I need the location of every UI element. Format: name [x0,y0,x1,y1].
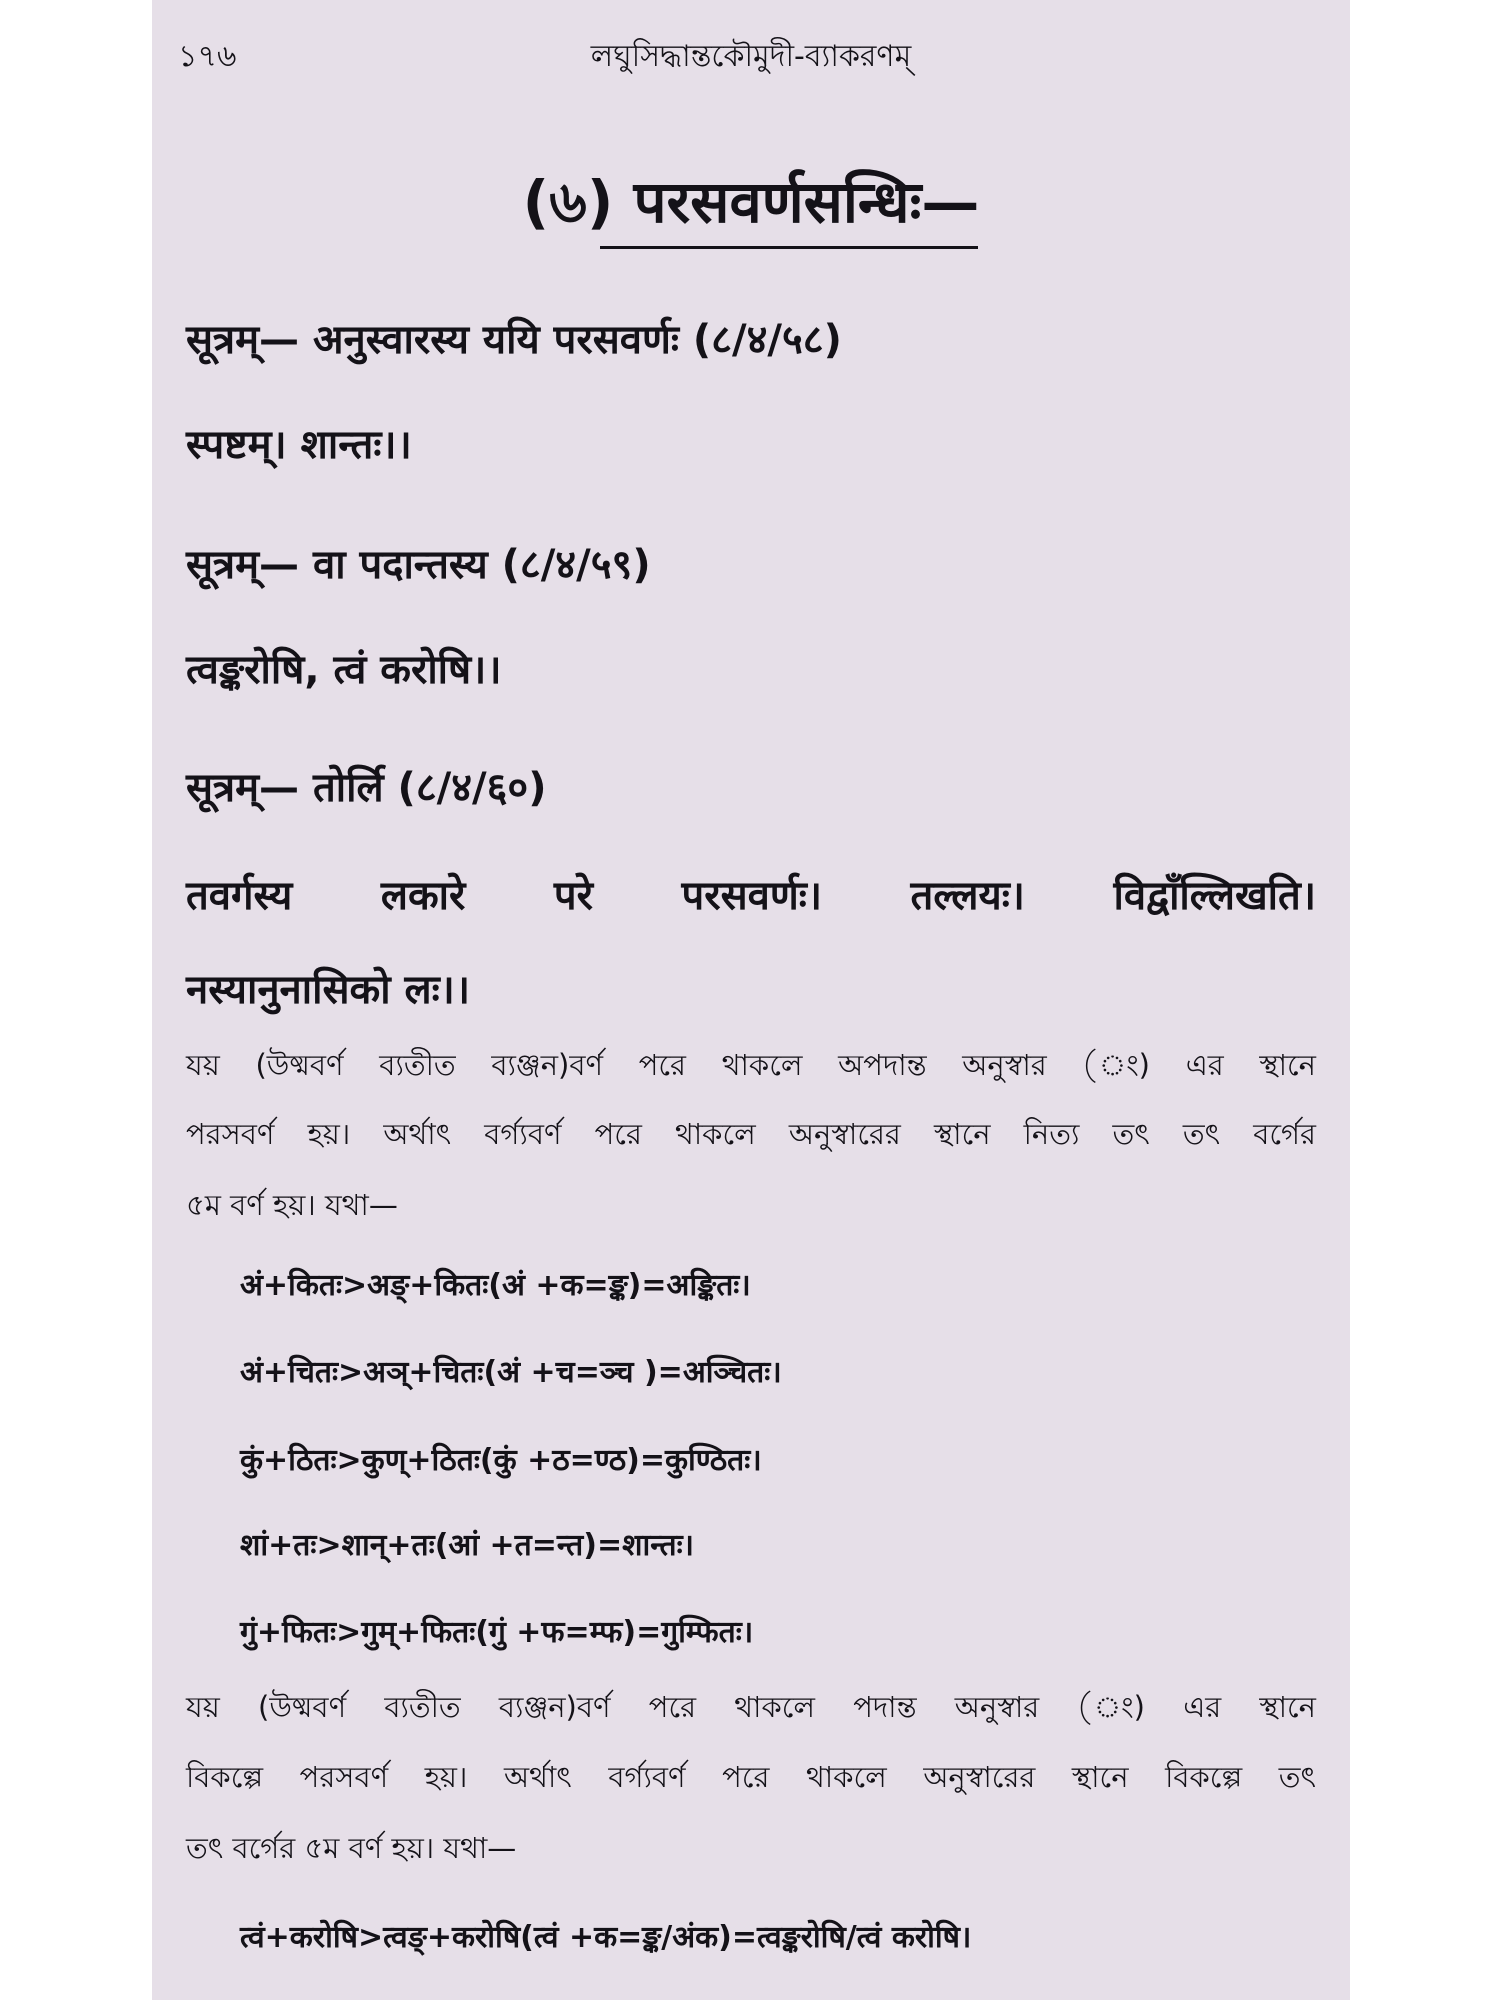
example-1: अं+कितः>अङ्+कितः(अं +क=ङ्क)=अङ्कितः। [240,1268,751,1303]
sutra-1-vritti: स्पष्टम्। शान्तः।। [186,422,412,468]
explanation-1-line-1: যয় (উষ্মবর্ণ ব্যতীত ব্যঞ্জন)বর্ণ পরে থাকলে অপদান্ত অনুস্বার (ং) এর স্থানে [186,1048,1316,1082]
example-4: शां+तः>शान्+तः(आं +त=न्त)=शान्तः। [240,1528,695,1563]
explanation-1-line-2: পরসবর্ণ হয়। অর্থাৎ বর্গ্যবর্ণ পরে থাকলে অনুস্বারের স্থানে নিত্য তৎ তৎ বর্গের [186,1117,1316,1151]
sutra-1: सूत्रम्— अनुस्वारस्य ययि परसवर्णः (८/४/५८) [186,317,842,363]
example-2: अं+चितः>अञ्+चितः(अं +च=ञ्च )=अञ्चितः। [240,1355,782,1390]
example-3: कुं+ठितः>कुण्+ठितः(कुं +ठ=ण्ठ)=कुण्ठितः। [240,1443,762,1478]
example-5: गुं+फितः>गुम्+फितः(गुं +फ=म्फ)=गुम्फितः। [240,1615,754,1650]
sutra-2-vritti: त्वङ्करोषि, त्वं करोषि।। [186,647,502,693]
section-title: (৬) परसवर्णसन्धिः— [522,168,980,236]
explanation-2-line-1: যয় (উষ্মবর্ণ ব্যতীত ব্যঞ্জন)বর্ণ পরে থাকলে পদান্ত অনুস্বার (ং) এর স্থানে [186,1690,1316,1724]
explanation-1-line-3: ৫ম বর্ণ হয়। যথা— [186,1188,398,1222]
sutra-3: सूत्रम्— तोर्लि (८/४/६०) [186,765,547,811]
page-number: ১৭৬ [178,39,237,74]
sutra-2: सूत्रम्— वा पदान्तस्य (८/४/५९) [186,542,651,588]
explanation-2-line-2: বিকল্পে পরসবর্ণ হয়। অর্থাৎ বর্গ্যবর্ণ পরে থাকলে অনুস্বারের স্থানে বিকল্পে তৎ [186,1760,1316,1794]
running-title: লঘুসিদ্ধান্তকৌমুদী-ব্যাকরণম্ [590,39,912,74]
page-header [152,32,1350,72]
title-underline [600,246,978,249]
sutra-3-vritti-line-2: नस्यानुनासिको लः।। [186,967,471,1013]
sutra-3-vritti-line-1: तवर्गस्य लकारे परे परसवर्णः। तल्लयः। विद्वाँल्लिखति। [186,873,1316,919]
book-page [152,0,1350,2000]
explanation-2-line-3: তৎ বর্গের ৫ম বর্ণ হয়। যথা— [186,1831,517,1865]
example-6: त्वं+करोषि>त्वङ्+करोषि(त्वं +क=ङ्क/अंक)=त्वङ्करोषि/त्वं करोषि। [240,1920,972,1955]
